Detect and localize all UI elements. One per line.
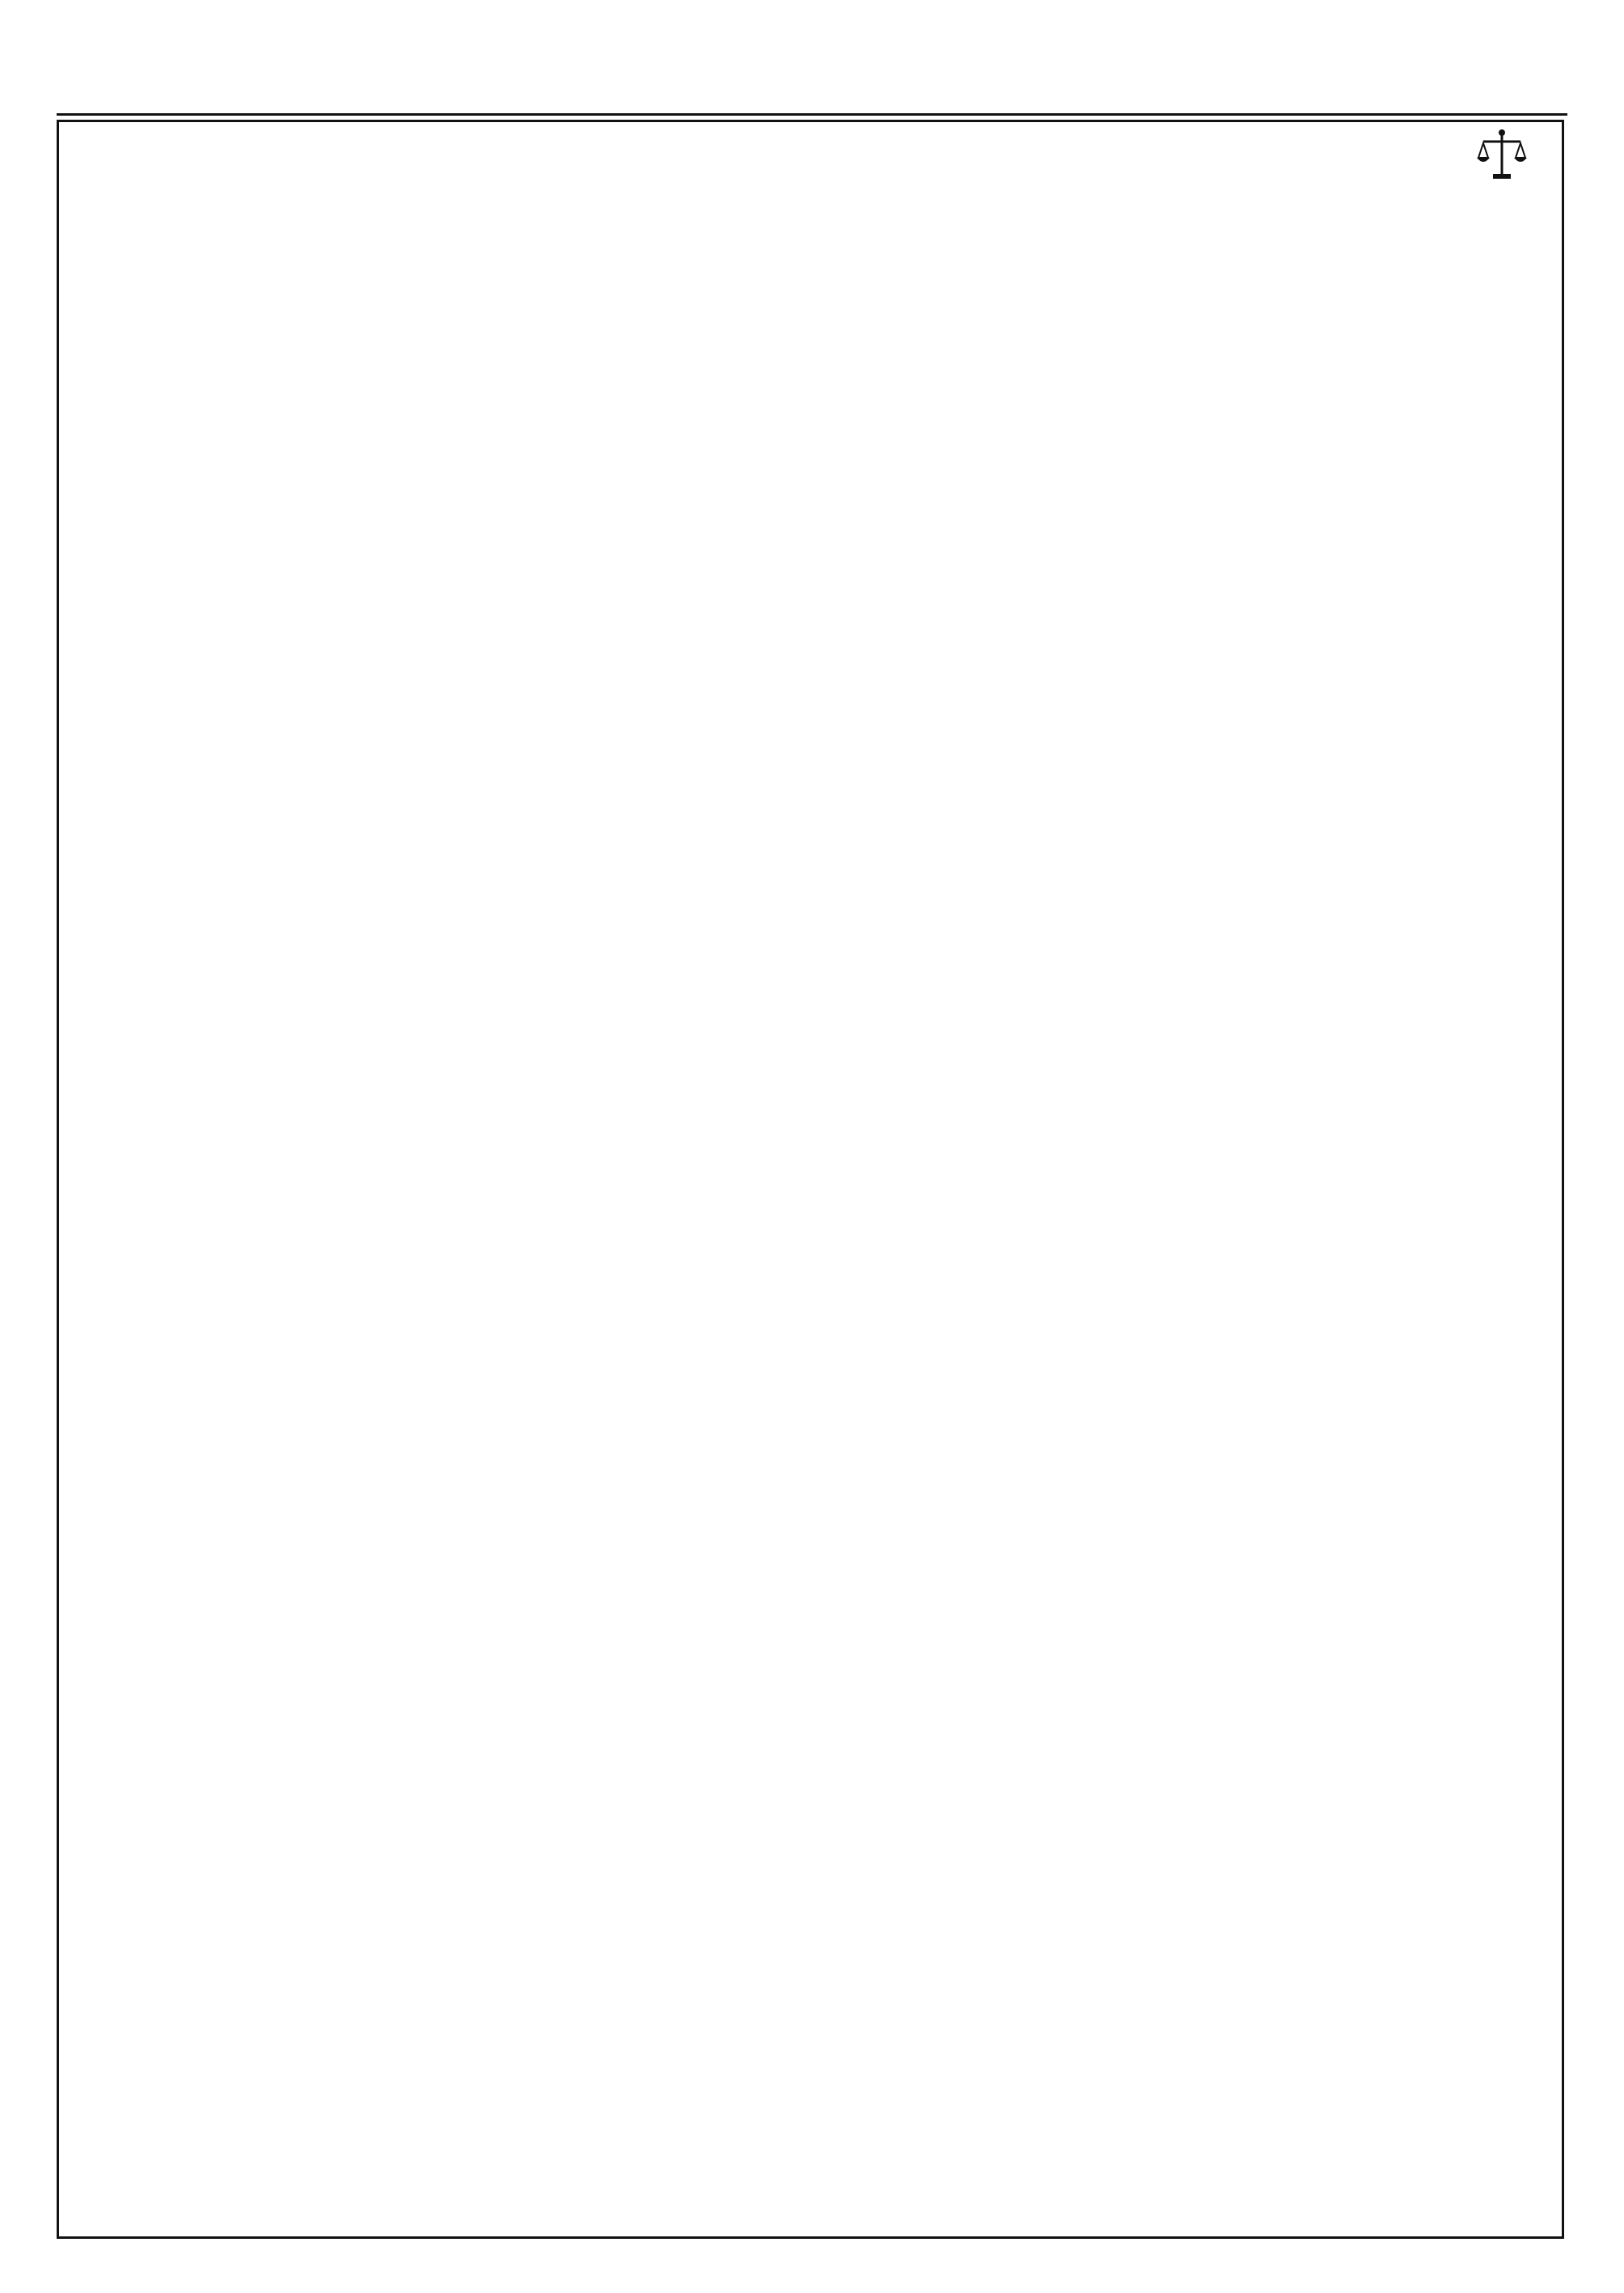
- ad-frame: [57, 120, 1564, 2239]
- masthead: [57, 65, 1567, 116]
- ad-header: [59, 122, 1562, 260]
- registry-emblem: [1453, 127, 1550, 184]
- scales-icon: [1474, 127, 1530, 184]
